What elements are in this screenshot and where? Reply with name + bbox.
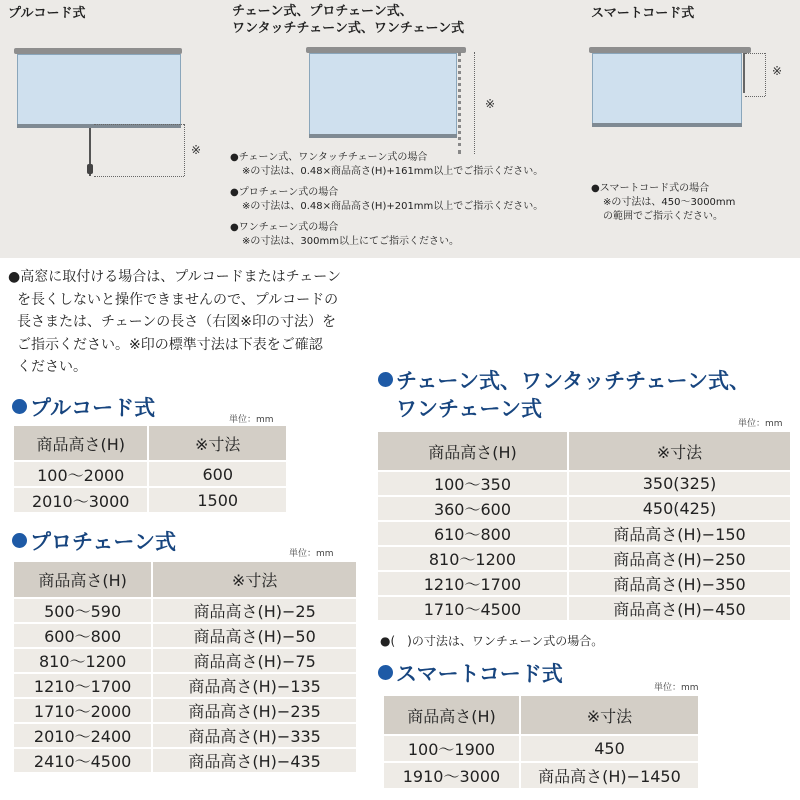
chain-dim-mark: ※ (485, 97, 496, 111)
chain-note-2-body: ※の寸法は、0.48×商品高さ(H)+201mm以上でご指示ください。 (242, 201, 544, 212)
smart-note-head: ●スマートコード式の場合 (591, 183, 710, 194)
smart-cord (743, 53, 745, 93)
smart-header-dim: ※寸法 (520, 695, 699, 735)
smart-note-line-2: の範囲でご指示ください。 (603, 211, 723, 222)
intro-line-5: ください。 (17, 359, 87, 375)
table-row: 610～800 商品高さ(H)−150 (377, 521, 791, 546)
chain-note-1-head: ●チェーン式、ワンタッチチェーン式の場合 (230, 152, 428, 163)
pull-table (12, 424, 288, 514)
bullet-icon (12, 533, 27, 548)
bullet-icon (378, 372, 393, 387)
chain-note-1-body: ※の寸法は、0.48×商品高さ(H)+161mm以上でご指示ください。 (242, 166, 544, 177)
chain-diagram-title-1: チェーン式、プロチェーン式、 (232, 4, 413, 19)
chain-header-dim: ※寸法 (568, 431, 791, 471)
table-row: 2010～2400 商品高さ(H)−335 (13, 723, 357, 748)
table-row: 1710～4500 商品高さ(H)−450 (377, 596, 791, 621)
intro-line-4: ご指示ください。※印の標準寸法は下表をご確認 (17, 336, 323, 353)
pull-table-unit: 単位：mm (229, 415, 274, 425)
table-row: 360～600 450(425) (377, 496, 791, 521)
pull-header-dim: ※寸法 (148, 425, 287, 461)
intro-paragraph (8, 266, 368, 379)
table-row: 100～350 350(325) (377, 471, 791, 496)
table-row: 100～1900 450 (383, 735, 699, 762)
pull-diagram-title: プルコード式 (8, 6, 86, 21)
intro-line-2: を長くしないと操作できませんので、プルコードの (17, 291, 339, 308)
chain-loop (458, 52, 461, 154)
table-row: 2010～3000 1500 (13, 487, 287, 513)
smart-table-title: スマートコード式 (378, 662, 563, 686)
table-row: 500～590 商品高さ(H)−25 (13, 598, 357, 623)
smart-table (382, 694, 700, 790)
smart-dim-mark: ※ (772, 64, 783, 78)
table-row: 810～1200 商品高さ(H)−75 (13, 648, 357, 673)
chain-screen (309, 53, 457, 136)
prochain-table (12, 560, 358, 774)
smart-diagram-title: スマートコード式 (591, 6, 695, 21)
smart-table-unit: 単位：mm (654, 683, 699, 693)
table-row: 600～800 商品高さ(H)−50 (13, 623, 357, 648)
intro-line-1: ●高窓に取付ける場合は、プルコードまたはチェーン (8, 269, 341, 285)
chain-note-2-head: ●プロチェーン式の場合 (230, 187, 339, 198)
prochain-table-title: プロチェーン式 (12, 530, 176, 554)
table-row: 1710～2000 商品高さ(H)−235 (13, 698, 357, 723)
prochain-header-height: 商品高さ(H) (13, 561, 152, 598)
table-row: 1910～3000 商品高さ(H)−1450 (383, 762, 699, 789)
chain-table-title-1: チェーン式、ワンタッチチェーン式、 (378, 369, 750, 393)
intro-line-3: 長さまたは、チェーンの長さ（右図※印の寸法）を (17, 314, 337, 330)
pull-screen (17, 54, 181, 126)
chain-table-unit: 単位：mm (738, 419, 783, 429)
bullet-icon (12, 399, 27, 414)
bullet-icon (378, 665, 393, 680)
chain-table-title-2: ワンチェーン式 (396, 397, 542, 421)
table-row: 810～1200 商品高さ(H)−250 (377, 546, 791, 571)
table-row: 1210～1700 商品高さ(H)−135 (13, 673, 357, 698)
chain-note-3-body: ※の寸法は、300mm以上にてご指示ください。 (242, 236, 459, 247)
chain-table (376, 430, 792, 622)
prochain-header-dim: ※寸法 (152, 561, 357, 598)
diagram-band (0, 0, 800, 258)
table-row: 2410～4500 商品高さ(H)−435 (13, 748, 357, 773)
chain-diagram-title-2: ワンタッチチェーン式、ワンチェーン式 (232, 21, 465, 36)
pull-table-title: プルコード式 (12, 396, 155, 420)
smart-note-line-1: ※の寸法は、450～3000mm (603, 197, 736, 208)
chain-note-3-head: ●ワンチェーン式の場合 (230, 222, 339, 233)
chain-header-height: 商品高さ(H) (377, 431, 568, 471)
smart-header-height: 商品高さ(H) (383, 695, 520, 735)
pull-dim-mark: ※ (191, 143, 202, 157)
pull-header-height: 商品高さ(H) (13, 425, 148, 461)
table-row: 1210～1700 商品高さ(H)−350 (377, 571, 791, 596)
smart-bottom-bar (592, 123, 742, 127)
chain-table-footnote: ●( )の寸法は、ワンチェーン式の場合。 (380, 634, 604, 648)
chain-bottom-bar (309, 134, 457, 138)
pull-cord-handle (87, 164, 93, 174)
prochain-table-unit: 単位：mm (289, 549, 334, 559)
smart-screen (592, 53, 742, 125)
table-row: 100～2000 600 (13, 461, 287, 487)
